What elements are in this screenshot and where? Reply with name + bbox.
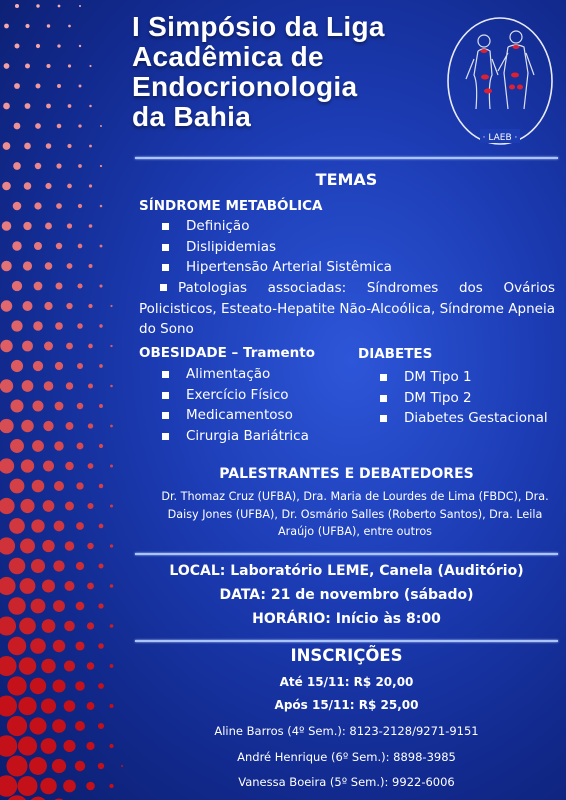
- decorative-dot: [53, 640, 65, 652]
- decorative-dot: [13, 162, 21, 170]
- decorative-dot: [86, 742, 94, 750]
- decorative-dot: [23, 222, 31, 230]
- decorative-dot: [36, 44, 40, 48]
- patologias-text: Patologias associadas: Síndromes dos Ovários Policisticos, Esteato-Hepatite Não-Alcoólica, Síndrome Apneia do Sono: [139, 280, 555, 337]
- decorative-dot: [65, 541, 75, 551]
- decorative-dot: [110, 345, 112, 347]
- decorative-dot: [3, 142, 11, 150]
- decorative-dot: [9, 518, 25, 534]
- laeb-logo: [444, 13, 556, 151]
- decorative-dot: [110, 664, 114, 668]
- decorative-dot: [66, 303, 72, 309]
- price-after: Após 15/11: R$ 25,00: [274, 698, 419, 712]
- decorative-dot: [36, 84, 41, 89]
- decorative-dot: [64, 700, 76, 712]
- decorative-dot: [86, 782, 95, 791]
- decorative-dot: [47, 24, 50, 27]
- decorative-dot: [0, 695, 17, 716]
- decorative-dot: [77, 283, 82, 288]
- decorative-dot: [30, 638, 46, 654]
- decorative-dot: [11, 320, 22, 331]
- decorative-dot: [56, 163, 61, 168]
- decorative-dot: [45, 183, 51, 189]
- decorative-dot: [77, 363, 83, 369]
- decorative-dot: [31, 599, 46, 614]
- decorative-dot: [88, 304, 92, 308]
- list-item: DM Tipo 2: [378, 388, 566, 409]
- decorative-dot: [4, 24, 9, 29]
- decorative-dot: [14, 123, 21, 130]
- divider-middle: [135, 553, 558, 555]
- decorative-dot: [98, 643, 104, 649]
- decorative-dot: [52, 679, 65, 692]
- decorative-dot: [54, 441, 63, 450]
- decorative-dot: [22, 341, 33, 352]
- data-label: DATA:: [219, 587, 266, 603]
- decorative-dot: [25, 24, 29, 28]
- decorative-dot: [18, 736, 37, 755]
- decorative-dot: [57, 44, 60, 47]
- decorative-dot: [77, 323, 83, 329]
- decorative-dot: [75, 641, 84, 650]
- decorative-dot: [56, 283, 63, 290]
- decorative-dot: [32, 480, 45, 493]
- decorative-dot: [76, 522, 84, 530]
- decorative-dot: [110, 704, 114, 708]
- decorative-dot: [10, 399, 23, 412]
- local-label: LOCAL:: [169, 563, 226, 579]
- decorative-dot: [76, 562, 84, 570]
- decorative-dot: [56, 243, 62, 249]
- decorative-dot: [44, 342, 53, 351]
- decorative-dot: [100, 165, 102, 167]
- decorative-dot: [75, 721, 85, 731]
- decorative-dot: [46, 64, 50, 68]
- decorative-dot: [43, 461, 54, 472]
- decorative-dot: [20, 578, 36, 594]
- decorative-dot: [55, 402, 64, 411]
- decorative-dot: [33, 361, 43, 371]
- decorative-dot: [66, 382, 73, 389]
- decorative-dot: [46, 104, 51, 109]
- decorative-dot: [35, 163, 41, 169]
- decorative-dot: [110, 584, 113, 587]
- decorative-dot: [78, 244, 83, 249]
- obesidade-heading: OBESIDADE – Tramento: [139, 345, 316, 361]
- decorative-dot: [66, 422, 74, 430]
- decorative-dot: [98, 763, 104, 769]
- decorative-dot: [89, 184, 92, 187]
- temas-heading: TEMAS: [315, 170, 378, 189]
- decorative-dot: [64, 621, 75, 632]
- decorative-dot: [0, 458, 14, 473]
- decorative-dot: [87, 503, 93, 509]
- decorative-dot: [44, 381, 54, 391]
- decorative-dot: [31, 519, 44, 532]
- decorative-dot: [89, 264, 93, 268]
- horario-label: HORÁRIO:: [252, 611, 331, 627]
- palestrantes-text: Dr. Thomaz Cruz (UFBA), Dra. Maria de Lourdes de Lima (FBDC), Dra. Daisy Jones (UFBA), Dr. Osmário Salles (Roberto Santos), Dra. Leila Araújo (UFBA), entre outros: [161, 490, 549, 538]
- decorative-dot: [87, 702, 95, 710]
- decorative-dot: [46, 143, 52, 149]
- inscricoes-heading: INSCRIÇÕES: [290, 646, 403, 665]
- decorative-dot: [66, 343, 73, 350]
- decorative-dot: [2, 182, 11, 191]
- decorative-dot: [56, 203, 62, 209]
- decorative-dot: [25, 103, 31, 109]
- decorative-dot: [52, 759, 66, 773]
- decorative-dot: [88, 463, 94, 469]
- decorative-dot: [75, 761, 85, 771]
- decorative-dot: [0, 498, 15, 514]
- decorative-dot: [0, 419, 14, 433]
- decorative-dot: [1, 300, 12, 311]
- decorative-dot: [18, 776, 38, 796]
- decorative-dot: [109, 784, 113, 788]
- decorative-dot: [57, 84, 61, 88]
- decorative-dot: [99, 564, 104, 569]
- decorative-dot: [99, 364, 103, 368]
- decorative-dot: [44, 302, 52, 310]
- title-line-2: Acadêmica de: [132, 41, 324, 72]
- decorative-dot: [0, 379, 13, 392]
- decorative-dot: [78, 164, 82, 168]
- decorative-dot: [32, 440, 44, 452]
- decorative-dot: [21, 459, 34, 472]
- decorative-dot: [67, 263, 73, 269]
- decorative-dot: [54, 481, 64, 491]
- decorative-dot: [58, 5, 61, 8]
- decorative-dot: [100, 245, 103, 248]
- decorative-dot: [25, 64, 30, 69]
- decorative-dot: [65, 502, 74, 511]
- decorative-dot: [110, 504, 113, 507]
- decorative-dot: [40, 778, 56, 794]
- decorative-dot: [100, 205, 103, 208]
- decorative-dot: [0, 577, 16, 595]
- decorative-dot: [22, 380, 34, 392]
- local-value: Laboratório LEME, Canela (Auditório): [225, 563, 524, 579]
- decorative-dot: [33, 321, 43, 331]
- decorative-dot: [75, 681, 85, 691]
- sindrome-heading: SÍNDROME METABÓLICA: [139, 198, 323, 214]
- decorative-dot: [7, 676, 26, 695]
- horario-value: Início às 8:00: [330, 611, 441, 627]
- decorative-dot: [99, 284, 102, 287]
- decorative-dot: [79, 85, 82, 88]
- decorative-dot: [10, 439, 24, 453]
- decorative-dot: [99, 324, 102, 327]
- decorative-dot: [110, 624, 114, 628]
- decorative-dot: [0, 537, 15, 554]
- decorative-dot: [36, 4, 39, 7]
- decorative-dot: [3, 103, 10, 110]
- decorative-dot: [41, 659, 55, 673]
- sindrome-patologias: [139, 278, 555, 340]
- decorative-dot: [15, 4, 19, 8]
- decorative-dot: [6, 755, 27, 776]
- divider-bottom: [135, 640, 558, 642]
- decorative-dot: [89, 65, 91, 67]
- decorative-dot: [99, 404, 103, 408]
- diabetes-heading: DIABETES: [358, 346, 433, 362]
- decorative-dot: [11, 360, 23, 372]
- decorative-dot: [110, 425, 113, 428]
- decorative-dot: [79, 5, 81, 7]
- decorative-dot: [24, 143, 31, 150]
- list-item: Hipertensão Arterial Sistêmica: [160, 257, 560, 278]
- decorative-dot: [99, 444, 103, 448]
- horario-line: [135, 611, 558, 627]
- decorative-dot: [23, 301, 33, 311]
- decorative-dot: [87, 583, 94, 590]
- decorative-dot: [78, 204, 82, 208]
- decorative-dot: [87, 543, 93, 549]
- decorative-dot: [68, 104, 72, 108]
- decorative-dot: [78, 124, 81, 127]
- decorative-dot: [63, 780, 76, 793]
- decorative-dot: [99, 524, 104, 529]
- decorative-dot: [98, 723, 104, 729]
- decorative-dot: [68, 25, 71, 28]
- decorative-dot: [67, 223, 72, 228]
- local-line: [135, 563, 558, 579]
- decorative-dot: [0, 735, 17, 757]
- obesidade-list: [160, 364, 360, 446]
- divider-top: [135, 157, 558, 159]
- decorative-dot: [121, 765, 123, 767]
- decorative-dot: [8, 597, 26, 615]
- decorative-dot: [0, 340, 12, 352]
- decorative-dot: [99, 484, 103, 488]
- decorative-dot: [68, 64, 71, 67]
- decorative-dot: [57, 124, 62, 129]
- contact-2: André Henrique (6º Sem.): 8898-3985: [237, 750, 456, 764]
- list-item: DM Tipo 1: [378, 367, 566, 388]
- title-line-3: Endocrionologia: [132, 71, 358, 102]
- decorative-dot: [43, 500, 55, 512]
- decorative-dot: [63, 740, 75, 752]
- decorative-dot: [67, 144, 71, 148]
- decorative-dot: [65, 462, 73, 470]
- decorative-dot: [54, 521, 65, 532]
- decorative-dot: [29, 717, 46, 734]
- decorative-dot: [12, 241, 21, 250]
- decorative-dot: [77, 403, 83, 409]
- list-item: Exercício Físico: [160, 385, 360, 406]
- decorative-dot: [20, 499, 34, 513]
- decorative-dot: [0, 656, 17, 676]
- decorative-dot: [31, 559, 45, 573]
- decorative-dot: [18, 697, 36, 715]
- contact-1: Aline Barros (4º Sem.): 8123-2128/9271-9151: [214, 724, 479, 738]
- decorative-dot: [88, 423, 93, 428]
- decorative-dot: [41, 738, 57, 754]
- poster-title: [132, 12, 442, 132]
- decorative-dot: [42, 579, 55, 592]
- decorative-dot: [87, 622, 94, 629]
- decorative-dot: [42, 540, 54, 552]
- sindrome-list: [160, 216, 560, 278]
- decorative-dot: [64, 581, 74, 591]
- decorative-dot: [67, 184, 72, 189]
- title-line-1: I Simpósio da Liga: [132, 11, 385, 42]
- decorative-dot: [30, 678, 46, 694]
- decorative-dot: [0, 616, 16, 635]
- decorative-dot: [53, 560, 64, 571]
- decorative-dot: [35, 123, 41, 129]
- decorative-dot: [20, 539, 35, 554]
- list-item: Alimentação: [160, 364, 360, 385]
- decorative-dot: [34, 242, 42, 250]
- list-item: Cirurgia Bariátrica: [160, 426, 360, 447]
- decorative-dot: [53, 600, 65, 612]
- decorative-dot: [43, 421, 53, 431]
- bullet-icon: [160, 284, 167, 291]
- logo-label: · LAEB ·: [482, 133, 518, 143]
- contact-3: Vanessa Boeira (5º Sem.): 9922-6006: [238, 775, 455, 789]
- list-item: Dislipidemias: [160, 237, 560, 258]
- decorative-dot: [2, 221, 12, 231]
- decorative-dot: [42, 619, 56, 633]
- decorative-dot: [7, 716, 27, 736]
- decorative-dot: [64, 660, 75, 671]
- decorative-dot: [89, 105, 92, 108]
- decorative-dot: [110, 544, 113, 547]
- decorative-dot: [98, 683, 104, 689]
- data-value: 21 de novembro (sábado): [266, 587, 474, 603]
- decorative-dot: [52, 719, 66, 733]
- decorative-dot: [15, 44, 20, 49]
- title-line-4: da Bahia: [132, 101, 252, 132]
- decorative-dot: [109, 744, 113, 748]
- decorative-dot: [89, 145, 92, 148]
- decorative-dot: [29, 757, 47, 775]
- decorative-dot: [110, 385, 113, 388]
- diabetes-list: [378, 367, 566, 429]
- decorative-dot: [88, 344, 93, 349]
- decorative-dot: [1, 261, 12, 272]
- decorative-dot: [13, 202, 22, 211]
- decorative-dot: [4, 63, 10, 69]
- decorative-dot: [19, 657, 36, 674]
- list-item: Definição: [160, 216, 560, 237]
- decorative-dot: [79, 45, 81, 47]
- decorative-dot: [110, 465, 113, 468]
- decorative-dot: [24, 182, 32, 190]
- decorative-dot: [87, 662, 95, 670]
- decorative-dot: [34, 282, 43, 291]
- decorative-dot: [76, 602, 85, 611]
- decorative-dot: [34, 202, 41, 209]
- price-before: Até 15/11: R$ 20,00: [279, 675, 414, 689]
- decorative-dot: [41, 698, 56, 713]
- decorative-dot: [110, 305, 112, 307]
- list-item: Diabetes Gestacional: [378, 408, 566, 429]
- decorative-dot: [10, 479, 25, 494]
- decorative-dot: [55, 322, 63, 330]
- decorative-dot: [14, 83, 20, 89]
- decorative-dot: [23, 261, 32, 270]
- decorative-dot: [98, 603, 103, 608]
- data-line: [135, 587, 558, 603]
- decorative-dot: [9, 558, 26, 575]
- decorative-dot: [88, 383, 93, 388]
- decorative-dot: [21, 420, 34, 433]
- decorative-dot: [12, 281, 22, 291]
- decorative-dot: [89, 224, 93, 228]
- decorative-dot: [77, 443, 84, 450]
- decorative-dot: [76, 482, 83, 489]
- decorative-dot: [0, 775, 17, 797]
- decorative-dot: [45, 223, 52, 230]
- decorative-dot: [32, 400, 43, 411]
- list-item: Medicamentoso: [160, 405, 360, 426]
- decorative-dot: [8, 637, 26, 655]
- palestrantes-heading: PALESTRANTES E DEBATEDORES: [219, 466, 474, 482]
- decorative-dot: [55, 362, 63, 370]
- decorative-dot: [19, 618, 36, 635]
- decorative-dot: [100, 125, 102, 127]
- decorative-dot: [45, 262, 53, 270]
